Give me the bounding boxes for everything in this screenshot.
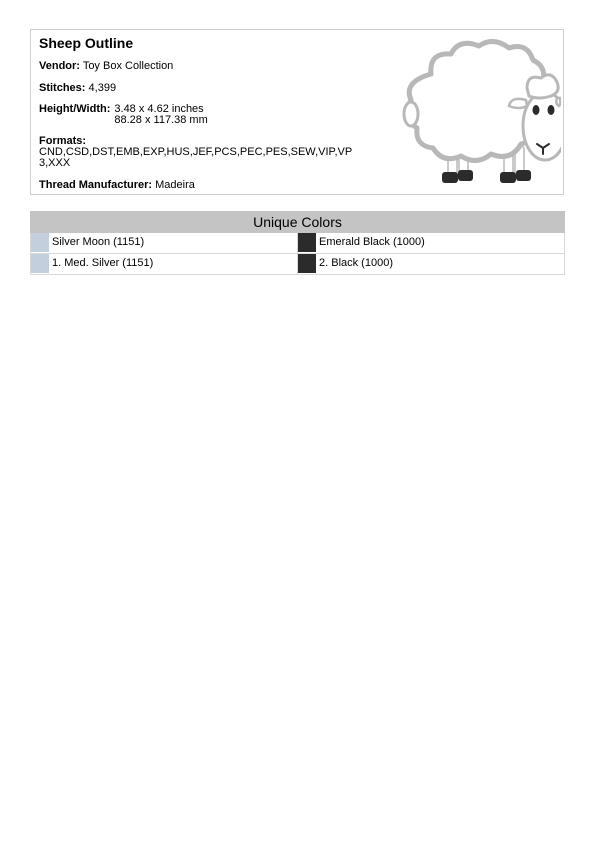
color-name: 1. Med. Silver (1151) bbox=[52, 257, 154, 269]
color-swatch bbox=[31, 254, 49, 273]
unique-colors-header: Unique Colors bbox=[30, 211, 565, 233]
vendor-row bbox=[39, 60, 359, 72]
color-cell bbox=[297, 254, 564, 274]
color-cell bbox=[297, 233, 564, 253]
color-swatch bbox=[298, 233, 316, 252]
height-width-mm: 88.28 x 117.38 mm bbox=[114, 114, 208, 126]
sheep-forelock bbox=[527, 75, 558, 98]
color-name: 2. Black (1000) bbox=[319, 257, 393, 269]
color-row bbox=[30, 233, 565, 254]
height-width-inches: 3.48 x 4.62 inches bbox=[114, 103, 204, 115]
height-width-row bbox=[39, 104, 359, 126]
formats-label: Formats: bbox=[39, 135, 87, 147]
color-cell bbox=[31, 254, 297, 274]
design-title: Sheep Outline bbox=[39, 35, 134, 51]
vendor-value: Toy Box Collection bbox=[82, 60, 174, 72]
thread-row bbox=[39, 179, 359, 191]
sheep-ear-right bbox=[556, 98, 560, 106]
thread-label: Thread Manufacturer: bbox=[39, 179, 153, 191]
design-info-panel bbox=[30, 29, 564, 195]
thread-value: Madeira bbox=[155, 179, 195, 191]
vendor-label: Vendor: bbox=[39, 60, 80, 72]
color-swatch bbox=[298, 254, 316, 273]
sheep-ear-left bbox=[509, 99, 527, 108]
color-name: Silver Moon (1151) bbox=[52, 236, 145, 248]
color-cell bbox=[31, 233, 297, 253]
sheep-eye-left bbox=[533, 105, 540, 115]
sheep-eye-right bbox=[548, 105, 555, 115]
color-swatch bbox=[31, 233, 49, 252]
color-name: Emerald Black (1000) bbox=[319, 236, 425, 248]
sheep-design-preview bbox=[371, 34, 561, 190]
formats-value: CND,CSD,DST,EMB,EXP,HUS,JEF,PCS,PEC,PES,SEW,VIP,VP3,XXX bbox=[39, 146, 353, 169]
design-details bbox=[39, 35, 359, 201]
stitches-value: 4,399 bbox=[88, 82, 117, 94]
height-width-values bbox=[110, 104, 207, 126]
stitches-label: Stitches: bbox=[39, 82, 86, 94]
stitches-row bbox=[39, 82, 359, 94]
color-row bbox=[30, 254, 565, 275]
unique-colors-table bbox=[30, 211, 565, 275]
sheep-tail bbox=[404, 102, 418, 126]
height-width-label: Height/Width: bbox=[39, 103, 111, 115]
